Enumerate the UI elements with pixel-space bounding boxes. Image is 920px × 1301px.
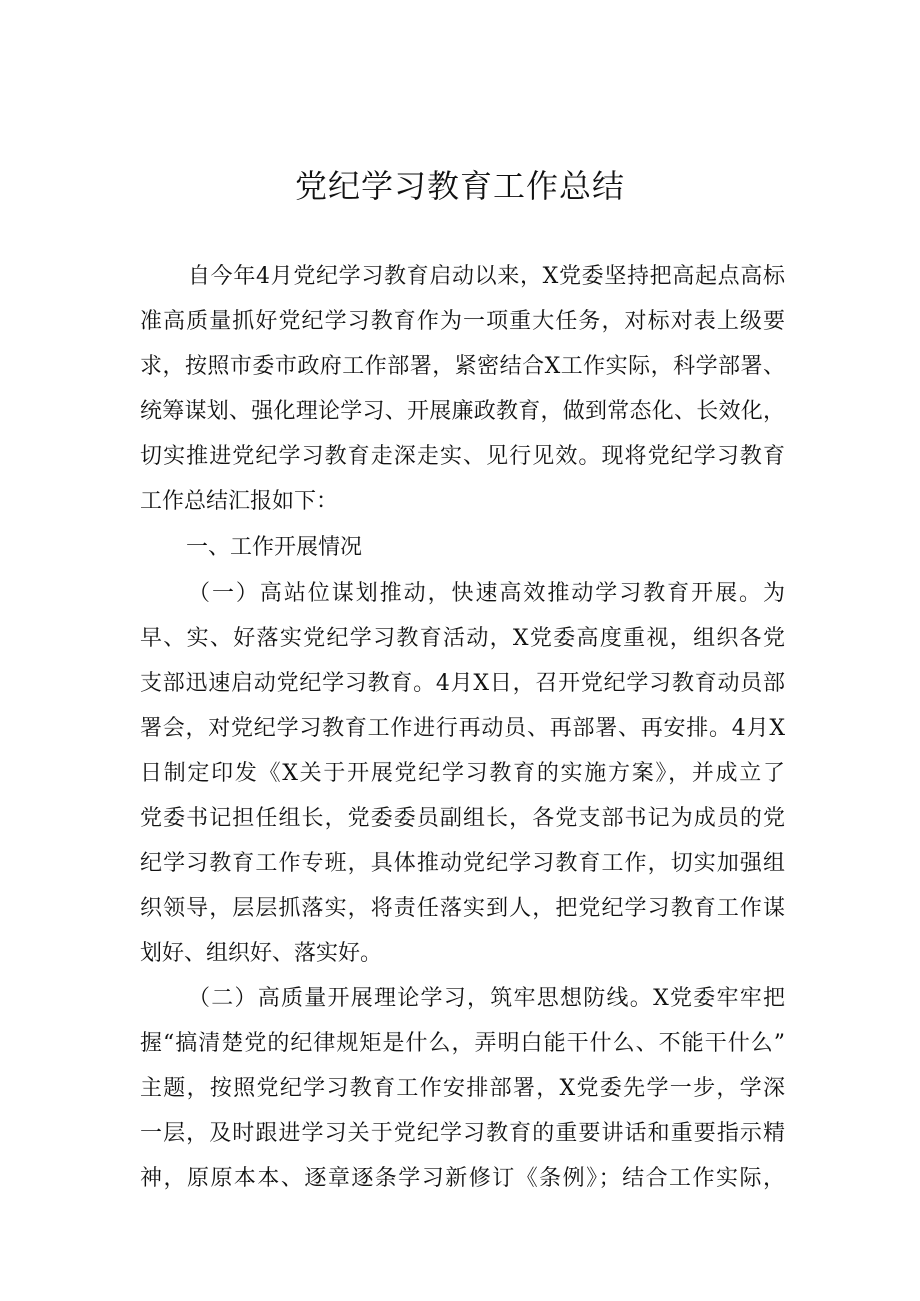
intro-paragraph [140,254,785,524]
paragraph-line: 划好、组织好、落实好。 [140,941,383,966]
paragraph-line: 主题，按照党纪学习教育工作安排部署，X党委先学一步，学深 [140,1076,785,1101]
paragraph-line: 织领导，层层抓落实，将责任落实到人，把党纪学习教育工作谋 [140,896,785,921]
paragraph-line: 党委书记担任组长，党委委员副组长，各党支部书记为成员的党 [140,806,785,831]
paragraph-line: 求，按照市委市政府工作部署，紧密结合X工作实际，科学部署、 [140,354,785,379]
paragraph-line: 切实推进党纪学习教育走深走实、见行见效。现将党纪学习教育 [140,444,785,469]
subsection-2-paragraph [140,976,785,1201]
paragraph-line: 工作总结汇报如下： [140,489,339,514]
section-heading: 一、工作开展情况 [186,535,363,560]
document-body [140,254,785,1201]
subsection-1-paragraph [140,571,785,976]
paragraph-line: （二）高质量开展理论学习，筑牢思想防线。X党委牢牢把 [188,986,785,1011]
paragraph-line: 神，原原本本、逐章逐条学习新修订《条例》；结合工作实际， [140,1166,785,1191]
paragraph-line: 准高质量抓好党纪学习教育作为一项重大任务，对标对表上级要 [140,309,785,334]
paragraph-line: 署会，对党纪学习教育工作进行再动员、再部署、再安排。4月X [140,716,785,741]
paragraph-line: 支部迅速启动党纪学习教育。4月X日，召开党纪学习教育动员部 [140,671,785,696]
paragraph-line: 纪学习教育工作专班，具体推动党纪学习教育工作，切实加强组 [140,851,785,876]
paragraph-line: 握“搞清楚党的纪律规矩是什么，弄明白能干什么、不能干什么” [140,1031,785,1056]
paragraph-line: 一层，及时跟进学习关于党纪学习教育的重要讲话和重要指示精 [140,1121,785,1146]
paragraph-line: 自今年4月党纪学习教育启动以来，X党委坚持把高起点高标 [188,264,785,289]
paragraph-line: 统筹谋划、强化理论学习、开展廉政教育，做到常态化、长效化， [140,399,785,424]
paragraph-line: （一）高站位谋划推动，快速高效推动学习教育开展。为 [188,581,785,606]
paragraph-line: 日制定印发《X关于开展党纪学习教育的实施方案》，并成立了 [140,761,785,786]
document-title: 党纪学习教育工作总结 [294,167,625,205]
paragraph-line: 早、实、好落实党纪学习教育活动，X党委高度重视，组织各党 [140,626,785,651]
